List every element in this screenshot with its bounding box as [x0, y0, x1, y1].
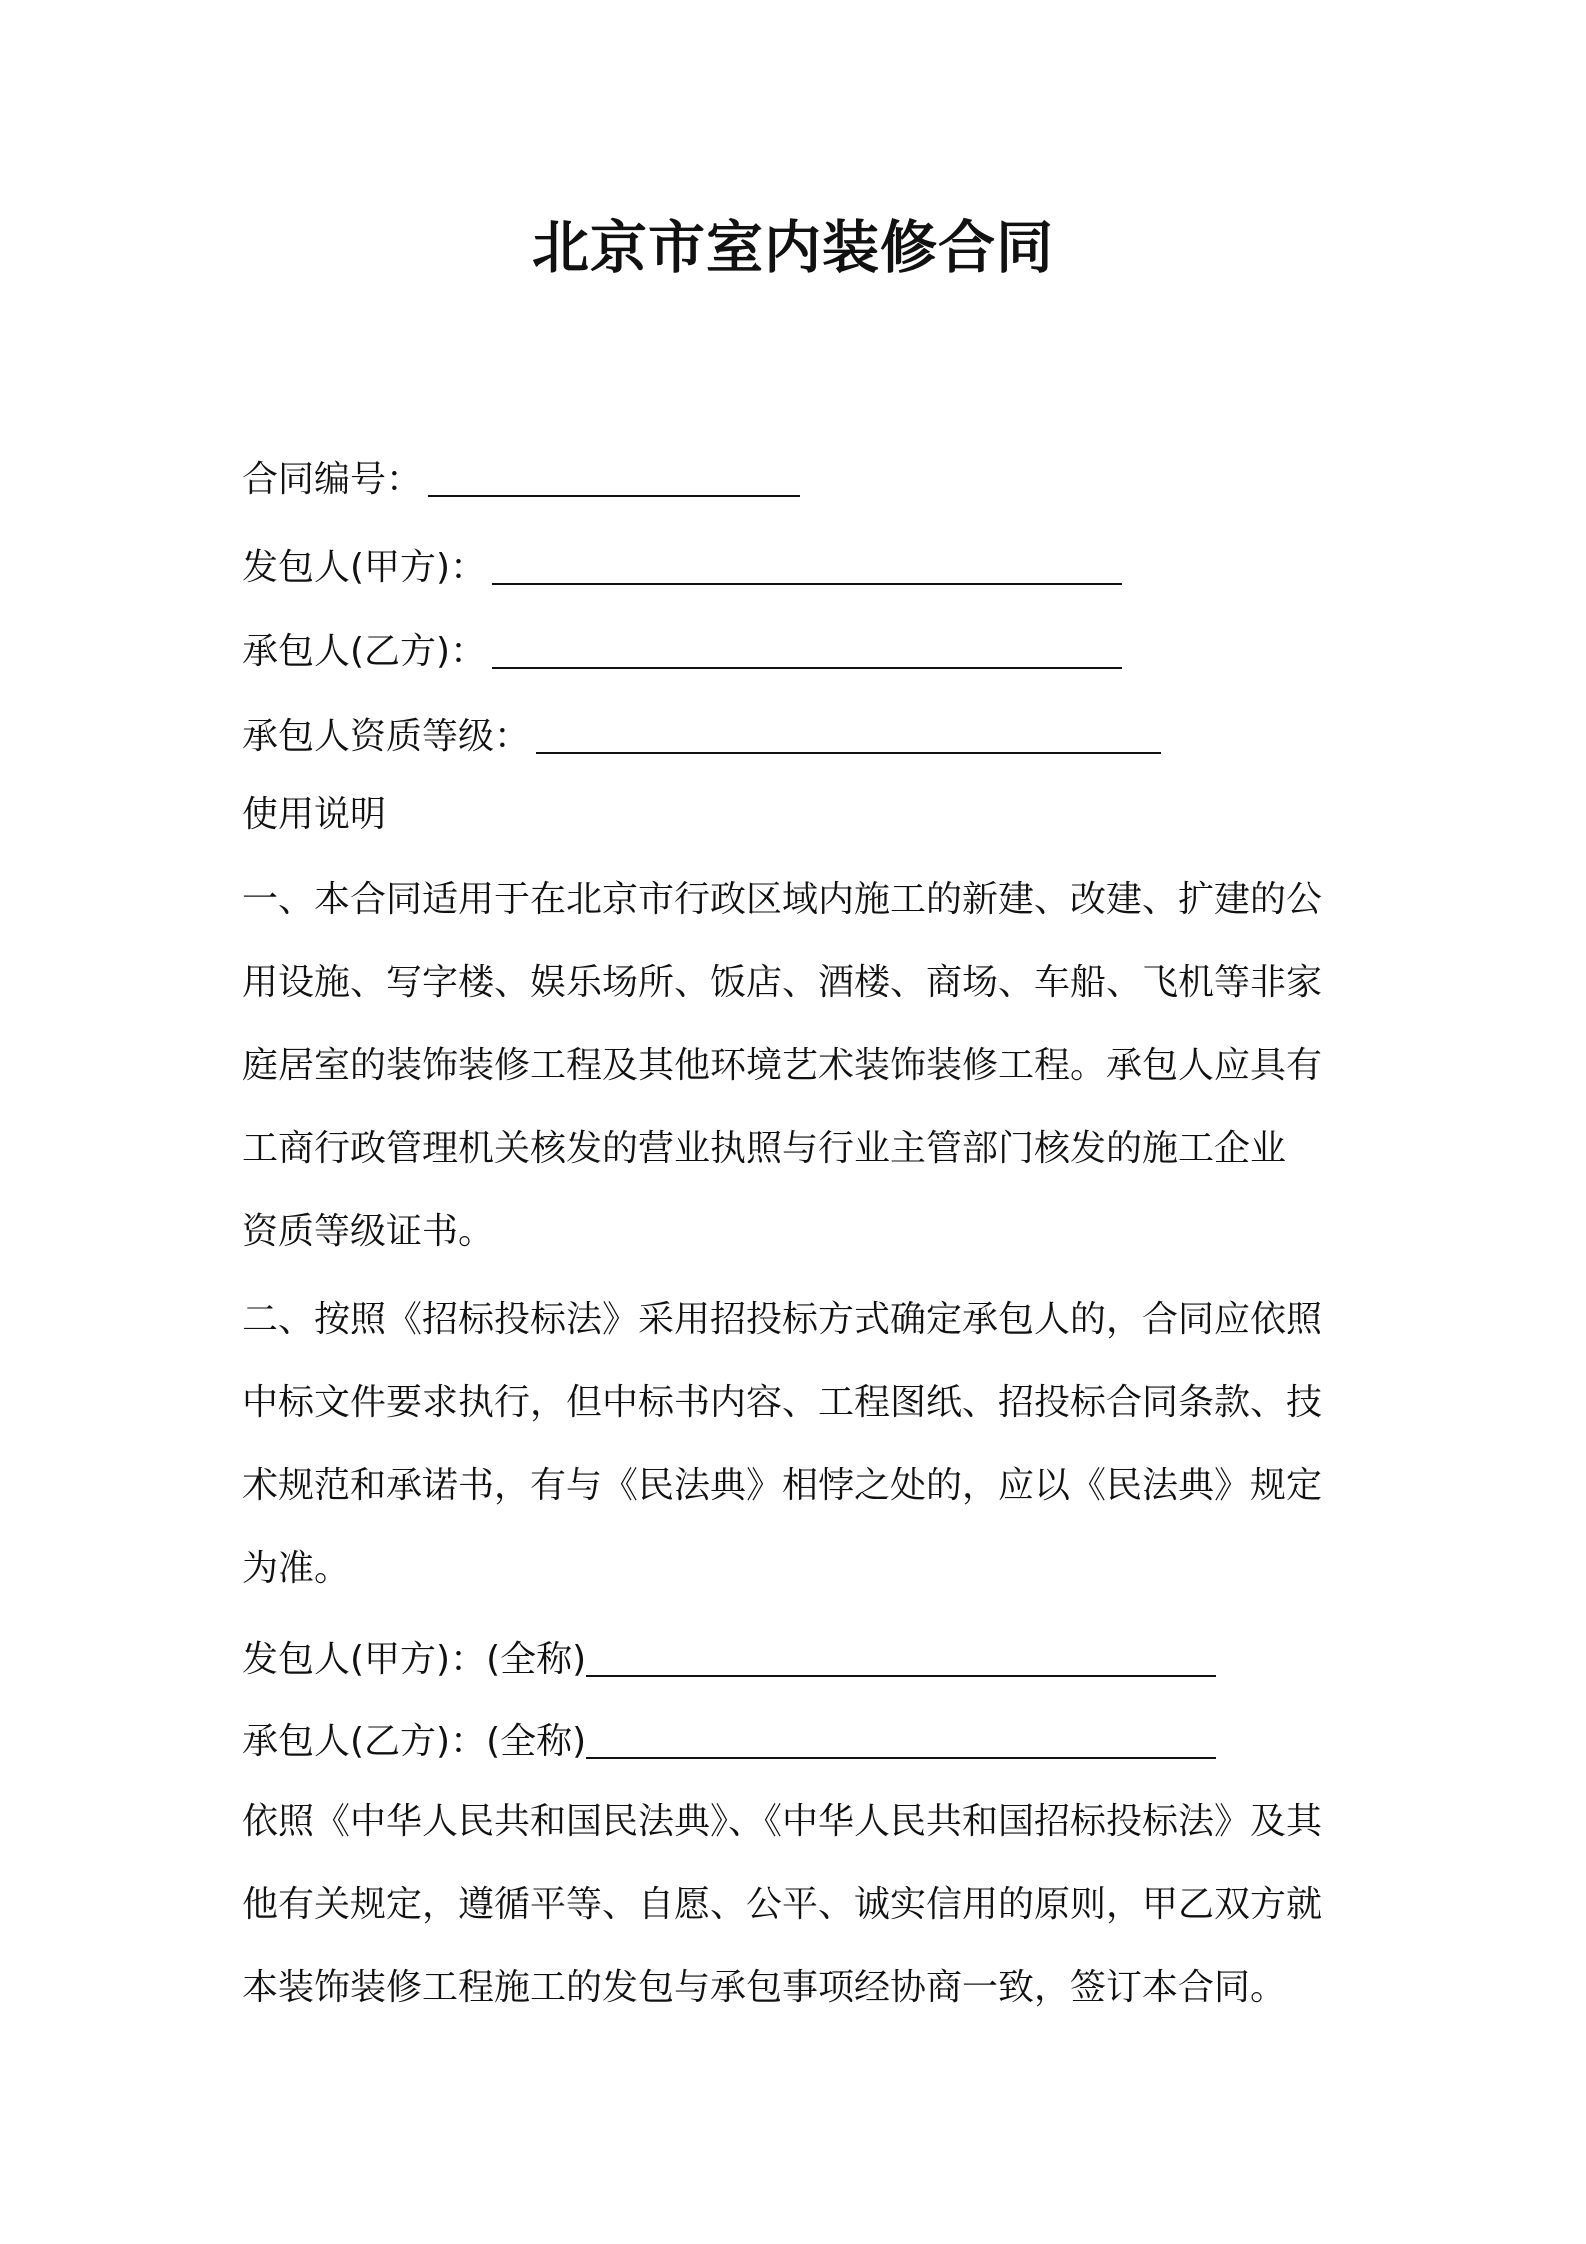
text-line: 资质等级证书。	[242, 1211, 495, 1252]
qualification-label: 承包人资质等级：	[242, 716, 531, 757]
party-b-fullname-blank	[586, 1719, 1216, 1759]
instruction-paragraph-2	[242, 1278, 1362, 1610]
text-line: 一、本合同适用于在北京市行政区域内施工的新建、改建、扩建的公	[242, 879, 1323, 920]
text-line: 本装饰装修工程施工的发包与承包事项经协商一致，签订本合同。	[242, 1967, 1287, 2008]
party-a-fullname-blank	[586, 1637, 1216, 1677]
text-line: 为准。	[242, 1548, 351, 1589]
preamble-paragraph	[242, 1780, 1362, 2029]
party-b-label: 承包人(乙方)：	[242, 631, 487, 672]
contract-number-label: 合同编号：	[242, 459, 423, 500]
text-line: 中标文件要求执行，但中标书内容、工程图纸、招投标合同条款、技	[242, 1382, 1323, 1423]
document-title: 北京市室内装修合同	[532, 215, 1054, 281]
text-line: 他有关规定，遵循平等、自愿、公平、诚实信用的原则，甲乙双方就	[242, 1884, 1323, 1925]
party-b-fullname-field	[242, 1717, 1216, 1767]
party-b-blank	[492, 629, 1122, 669]
text-line: 工商行政管理机关核发的营业执照与行业主管部门核发的施工企业	[242, 1128, 1287, 1169]
party-b-fullname-label: 承包人(乙方)：(全称)	[242, 1721, 587, 1762]
party-a-label: 发包人(甲方)：	[242, 547, 487, 588]
qualification-field	[242, 712, 1161, 762]
party-b-field	[242, 627, 1122, 677]
text-line: 用设施、写字楼、娱乐场所、饭店、酒楼、商场、车船、飞机等非家	[242, 962, 1323, 1003]
party-a-field	[242, 543, 1122, 593]
party-a-fullname-field	[242, 1635, 1216, 1685]
party-a-blank	[492, 545, 1122, 585]
party-a-fullname-label: 发包人(甲方)：(全称)	[242, 1639, 587, 1680]
qualification-blank	[536, 714, 1161, 754]
text-line: 依照《中华人民共和国民法典》、《中华人民共和国招标投标法》及其	[242, 1801, 1323, 1842]
text-line: 二、按照《招标投标法》采用招投标方式确定承包人的，合同应依照	[242, 1299, 1323, 1340]
instructions-heading: 使用说明	[242, 794, 387, 835]
instruction-paragraph-1	[242, 858, 1362, 1273]
text-line: 庭居室的装饰装修工程及其他环境艺术装饰装修工程。承包人应具有	[242, 1045, 1323, 1086]
text-line: 术规范和承诺书，有与《民法典》相悖之处的，应以《民法典》规定	[242, 1465, 1323, 1506]
contract-number-blank	[428, 457, 800, 497]
contract-number-field	[242, 455, 800, 505]
